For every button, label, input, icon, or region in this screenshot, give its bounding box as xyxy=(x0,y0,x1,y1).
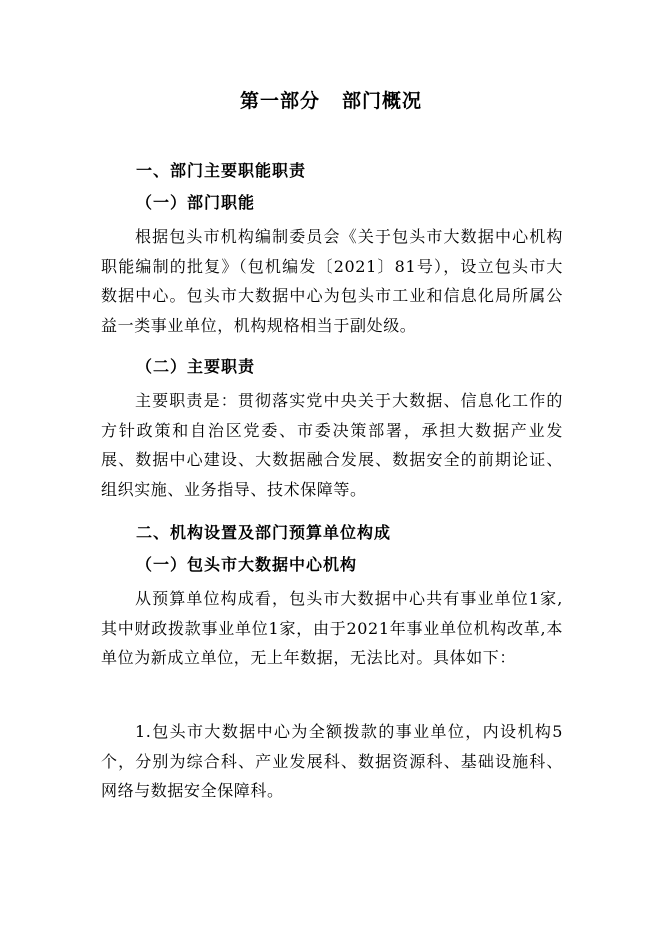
title-name: 部门概况 xyxy=(342,90,423,112)
section1-sub2-paragraph: 主要职责是：贯彻落实党中央关于大数据、信息化工作的方针政策和自治区党委、市委决策部署，承担大数据产业发展、数据中心建设、大数据融合发展、数据安全的前期论证、组织实施、业务指导、技术保障等。 xyxy=(101,391,563,499)
section1-sub2-heading: （二）主要职责 xyxy=(136,357,256,376)
section1-sub1-paragraph: 根据包头市机构编制委员会《关于包头市大数据中心机构职能编制的批复》（包机编发〔2021〕81号），设立包头市大数据中心。包头市大数据中心为包头市工业和信息化局所属公益一类事业单位，机构规格相当于副处级。 xyxy=(101,227,563,335)
section1-sub1-heading: （一）部门职能 xyxy=(136,193,256,212)
section2-item1-paragraph: 1.包头市大数据中心为全额拨款的事业单位，内设机构5个，分别为综合科、产业发展科、数据资源科、基础设施科、网络与数据安全保障科。 xyxy=(101,722,563,800)
title-part: 第一部分 xyxy=(239,90,320,112)
section1-heading: 一、部门主要职能职责 xyxy=(136,161,307,180)
section2-sub1-paragraph: 从预算单位构成看，包头市大数据中心共有事业单位1家,其中财政拨款事业单位1家，由于2021年事业单位机构改革,本单位为新成立单位，无上年数据，无法比对。具体如下： xyxy=(101,589,563,667)
page-title xyxy=(0,86,662,113)
section2-heading: 二、机构设置及部门预算单位构成 xyxy=(136,523,392,542)
section2-sub1-heading: （一）包头市大数据中心机构 xyxy=(136,555,358,574)
